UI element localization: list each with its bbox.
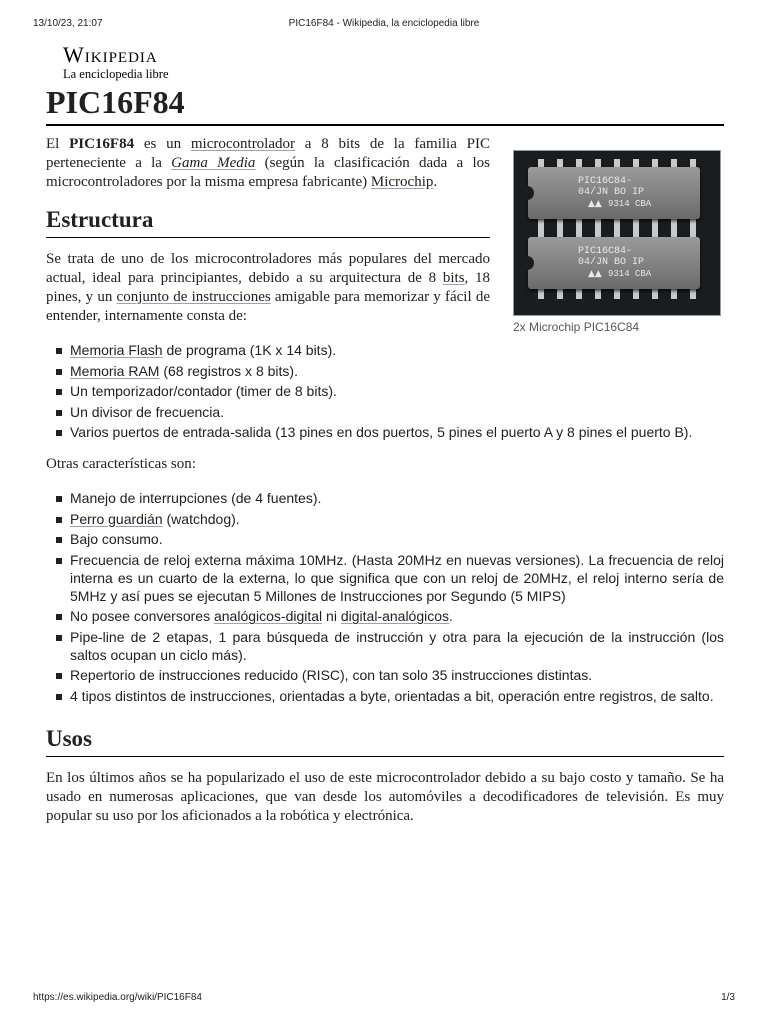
text: (68 registros x 8 bits). bbox=[159, 362, 298, 379]
text: es un bbox=[134, 136, 191, 152]
article-content bbox=[46, 135, 724, 826]
text: (según la clasificación dada a los microcontroladores por la misma empresa fabricante) bbox=[46, 155, 490, 190]
page-title: PIC16F84 bbox=[46, 82, 724, 126]
list-item: Frecuencia de reloj externa máxima 10MHz. (Hasta 20MHz en nuevas versiones). La frecuencia de reloj interna es un cuarto de la externa, lo que significa que con un reloj de 20MHz, el reloj interno sería de 5MHz y así pues se ejecutan 5 Millones de Instrucciones por Segundo (5 MIPS) bbox=[46, 551, 724, 605]
list-item bbox=[46, 607, 724, 625]
list-item: 4 tipos distintos de instrucciones, orientadas a byte, orientadas a bit, operación entre registros, de salto. bbox=[46, 687, 724, 705]
link-microcontrolador[interactable]: microcontrolador bbox=[190, 136, 296, 152]
link-memoria-flash[interactable]: Memoria Flash bbox=[70, 342, 163, 358]
list-item bbox=[46, 362, 724, 380]
list-item: Un temporizador/contador (timer de 8 bits). bbox=[46, 382, 724, 400]
print-footer bbox=[33, 992, 735, 1006]
chip-marking: 9314 CBA bbox=[608, 269, 652, 279]
heading-usos: Usos bbox=[46, 725, 724, 757]
chip-marking: 04/JN BO IP bbox=[578, 187, 645, 198]
print-date: 13/10/23, 21:07 bbox=[33, 18, 103, 29]
list-item bbox=[46, 341, 724, 359]
list-item: Bajo consumo. bbox=[46, 530, 724, 548]
estructura-paragraph bbox=[46, 250, 490, 326]
chip-marking: PIC16C84- bbox=[578, 176, 633, 187]
text: (watchdog). bbox=[162, 510, 240, 527]
microchip-logo-icon: ▲▲ bbox=[588, 269, 602, 279]
list-item bbox=[46, 510, 724, 528]
link-analogicos-digital[interactable]: analógicos-digital bbox=[213, 608, 323, 624]
text: a 8 bits de la familia PIC perteneciente a la bbox=[46, 136, 490, 171]
print-header bbox=[33, 18, 735, 32]
list-item: Repertorio de instrucciones reducido (RISC), con tan solo 35 instrucciones distintas. bbox=[46, 666, 724, 684]
figure-caption: 2x Microchip PIC16C84 bbox=[513, 320, 640, 334]
logo-wordmark: Wikipedia bbox=[63, 42, 158, 67]
microchip-logo-icon: ▲▲ bbox=[588, 199, 602, 209]
lead-paragraph bbox=[46, 135, 490, 192]
print-url: https://es.wikipedia.org/wiki/PIC16F84 bbox=[33, 992, 202, 1003]
list-item: Pipe-line de 2 etapas, 1 para búsqueda de instrucción y otra para la ejecución de la instrucción (los saltos ocupan un ciclo más). bbox=[46, 628, 724, 664]
text: No posee conversores bbox=[70, 608, 214, 624]
text: ni bbox=[322, 608, 341, 624]
chip-marking: 04/JN BO IP bbox=[578, 257, 645, 268]
wikipedia-logo[interactable] bbox=[63, 43, 223, 81]
usos-paragraph: En los últimos años se ha popularizado el uso de este microcontrolador debido a su bajo costo y tamaño. Se ha usado en numerosas aplicaciones, que van desde los automóviles a decodificadores de televisión. Es muy popular su uso por los aficionados a la robótica y electrónica. bbox=[46, 769, 724, 824]
link-conjunto-de-instrucciones[interactable]: conjunto de instrucciones bbox=[116, 289, 271, 305]
link-gama-media[interactable] bbox=[171, 155, 255, 171]
text: Se trata de uno de los microcontroladores más populares del mercado actual, ideal para principiantes, debido a su arquitectura de 8 bbox=[46, 251, 490, 286]
print-page-title: PIC16F84 - Wikipedia, la enciclopedia libre bbox=[288, 18, 480, 29]
link-digital-analogicos[interactable]: digital-analógicos bbox=[340, 608, 450, 624]
text: . bbox=[433, 174, 438, 190]
text: El bbox=[46, 136, 70, 152]
article-subject: PIC16F84 bbox=[69, 136, 135, 152]
list-item: Varios puertos de entrada-salida (13 pines en dos puertos, 5 pines el puerto A y 8 pines el puerto B). bbox=[46, 423, 724, 441]
link-perro-guardian[interactable]: Perro guardián bbox=[70, 510, 163, 527]
link-memoria-ram[interactable]: Memoria RAM bbox=[70, 362, 160, 379]
link-microchip[interactable]: Microchip bbox=[370, 174, 434, 190]
text: , 18 pines, y un bbox=[46, 270, 490, 305]
text: de programa (1K x 14 bits). bbox=[162, 342, 337, 358]
logo-tagline: La enciclopedia libre bbox=[63, 67, 169, 81]
estructura-list bbox=[46, 341, 724, 441]
caracteristicas-list bbox=[46, 489, 724, 705]
text: amigable para memorizar y fácil de entender, internamente consta de: bbox=[46, 289, 490, 324]
text: . bbox=[449, 608, 453, 624]
otras-caracteristicas: Otras características son: bbox=[46, 456, 196, 472]
list-item: Un divisor de frecuencia. bbox=[46, 403, 724, 421]
chip-marking: 9314 CBA bbox=[608, 199, 652, 209]
heading-estructura: Estructura bbox=[46, 206, 490, 238]
link-bits[interactable]: bits bbox=[442, 270, 465, 286]
chip-marking: PIC16C84- bbox=[578, 246, 633, 257]
link-text: Gama Media bbox=[171, 155, 256, 171]
list-item: Manejo de interrupciones (de 4 fuentes). bbox=[46, 489, 724, 507]
print-page-number: 1/3 bbox=[721, 992, 735, 1003]
